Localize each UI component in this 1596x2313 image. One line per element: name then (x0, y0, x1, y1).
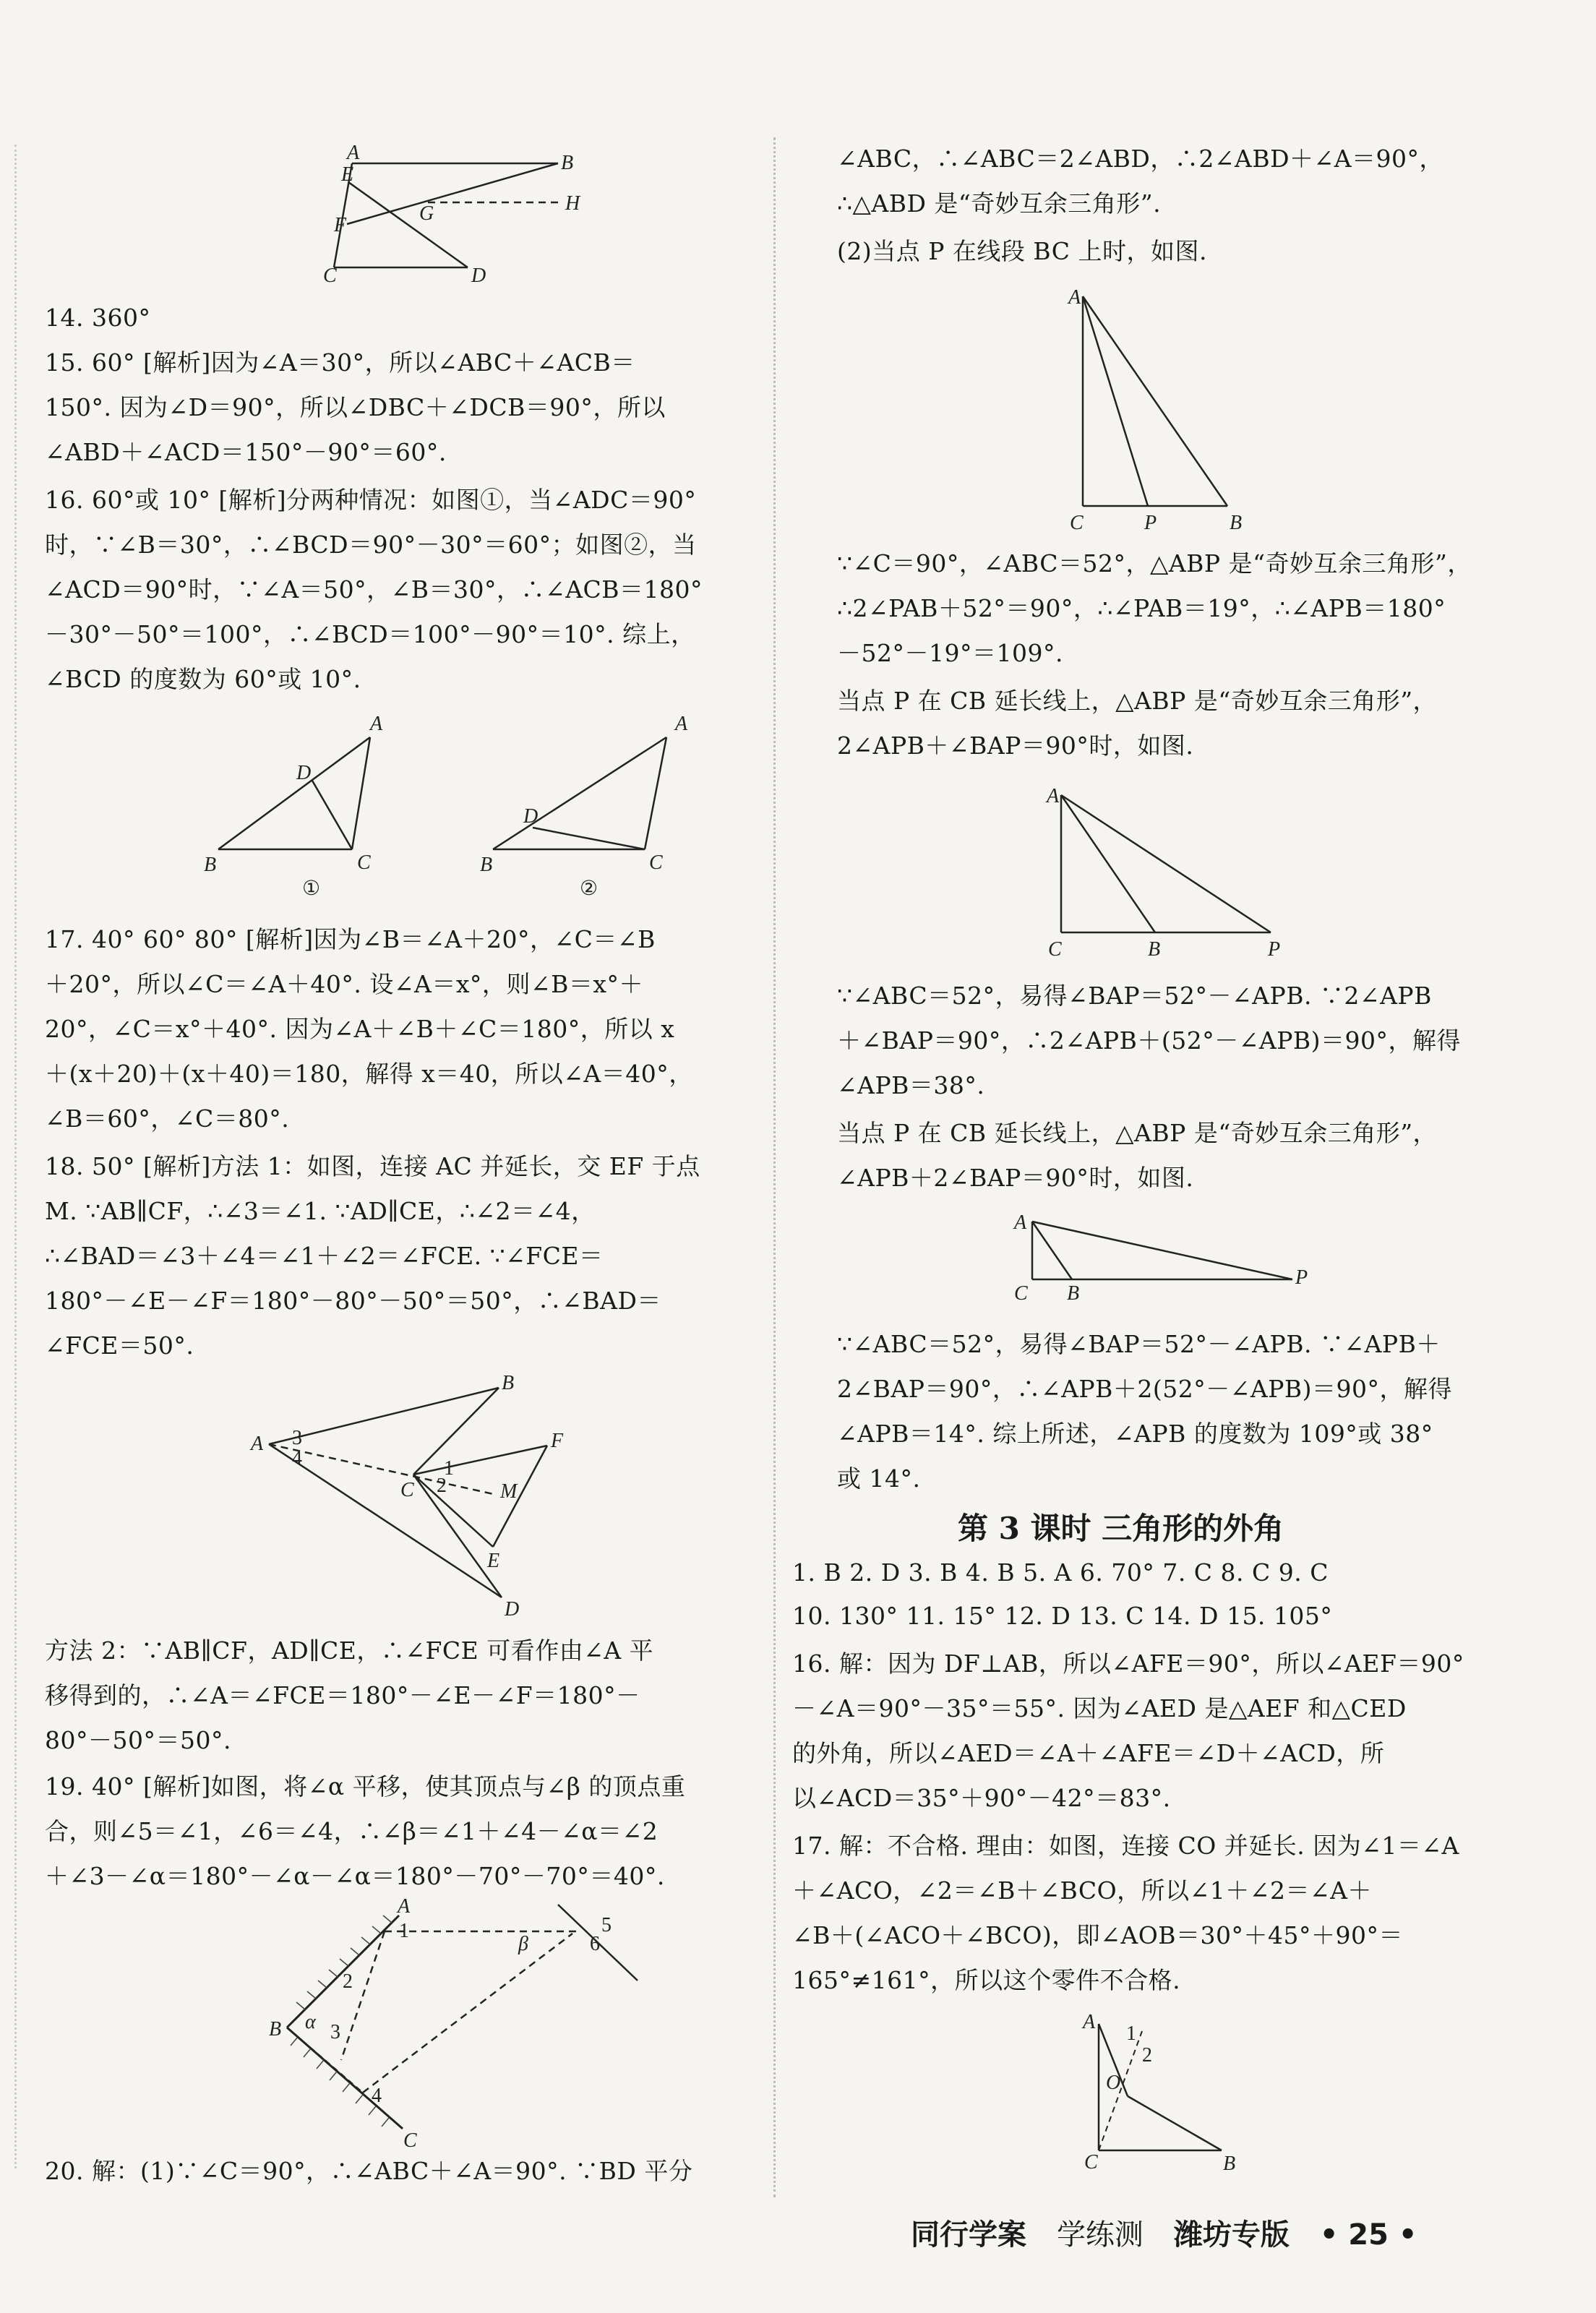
svg-text:3: 3 (292, 1427, 302, 1449)
figure-q17-ext (1070, 2009, 1258, 2183)
svg-text:P: P (1295, 1266, 1308, 1289)
svg-text:C: C (403, 2129, 417, 2152)
svg-text:B: B (561, 152, 574, 174)
svg-text:G: G (419, 202, 434, 225)
svg-text:2: 2 (343, 1970, 353, 1993)
svg-text:6: 6 (590, 1933, 600, 1955)
svg-text:C: C (357, 851, 371, 874)
svg-text:2: 2 (437, 1475, 447, 1497)
svg-text:A: A (347, 142, 360, 164)
figure-q20-3 (1003, 1207, 1350, 1316)
figure-q19 (218, 1895, 666, 2152)
svg-text:H: H (565, 192, 580, 215)
page-number: • 25 • (1319, 2218, 1417, 2252)
svg-text:①: ① (302, 877, 321, 900)
svg-text:3: 3 (330, 2021, 340, 2043)
svg-text:B: B (1067, 1282, 1080, 1305)
svg-text:F: F (551, 1430, 564, 1452)
svg-text:C: C (323, 265, 337, 287)
svg-text:F: F (334, 214, 347, 236)
svg-text:5: 5 (601, 1914, 612, 1936)
svg-text:4: 4 (372, 2085, 382, 2107)
svg-text:1: 1 (399, 1920, 409, 1942)
svg-text:A: A (1014, 1211, 1027, 1234)
svg-text:B: B (269, 2018, 282, 2040)
figure-q16 (160, 708, 753, 904)
svg-text:D: D (471, 265, 486, 287)
svg-text:B: B (1230, 512, 1243, 534)
svg-text:β: β (518, 1933, 528, 1955)
svg-text:D: D (523, 805, 539, 828)
svg-text:C: C (1084, 2151, 1098, 2173)
svg-text:A: A (370, 713, 383, 735)
svg-text:C: C (1070, 512, 1084, 534)
svg-text:B: B (204, 854, 217, 876)
figure-q13 (283, 142, 601, 289)
answer-14: 14. 360° (45, 304, 151, 332)
svg-text:M: M (500, 1480, 518, 1503)
figure-q20-1 (1054, 282, 1271, 542)
column-divider (773, 137, 776, 2197)
brand-name: 同行学案 (911, 2218, 1026, 2252)
svg-text:A: A (251, 1433, 264, 1455)
svg-text:α: α (305, 2011, 316, 2033)
svg-text:B: B (502, 1372, 515, 1394)
margin-rule (14, 145, 17, 2168)
svg-text:B: B (480, 854, 493, 876)
svg-text:B: B (1223, 2153, 1236, 2175)
svg-text:4: 4 (292, 1447, 302, 1469)
page-footer (911, 2212, 1437, 2253)
svg-text:P: P (1144, 512, 1157, 534)
svg-text:A: A (398, 1895, 411, 1918)
svg-text:C: C (1014, 1282, 1028, 1305)
svg-text:1: 1 (444, 1457, 454, 1480)
svg-text:E: E (487, 1550, 500, 1572)
svg-text:O: O (1106, 2072, 1121, 2094)
svg-text:C: C (400, 1479, 414, 1501)
svg-text:A: A (1083, 2011, 1096, 2033)
svg-text:P: P (1268, 938, 1281, 961)
svg-text:E: E (341, 163, 354, 186)
svg-text:②: ② (580, 877, 598, 900)
edition-name: 潍坊专版 (1173, 2218, 1290, 2252)
svg-text:D: D (296, 762, 312, 784)
svg-text:A: A (1047, 785, 1060, 807)
answer-20: 20. 解：(1)∵∠C＝90°，∴∠ABC＋∠A＝90°. ∵BD 平分 (45, 2157, 693, 2185)
section-heading: 第 3 课时 三角形的外角 (958, 1511, 1284, 1546)
svg-text:B: B (1148, 938, 1161, 961)
figure-q20-2 (1032, 781, 1321, 969)
svg-text:A: A (675, 713, 688, 735)
svg-text:C: C (1048, 938, 1062, 961)
svg-text:2: 2 (1142, 2044, 1152, 2067)
figure-q18 (247, 1372, 638, 1621)
svg-text:1: 1 (1126, 2022, 1136, 2045)
svg-text:C: C (649, 851, 663, 874)
series-name: 学练测 (1056, 2218, 1144, 2252)
svg-text:D: D (505, 1598, 520, 1621)
svg-text:A: A (1068, 286, 1081, 309)
